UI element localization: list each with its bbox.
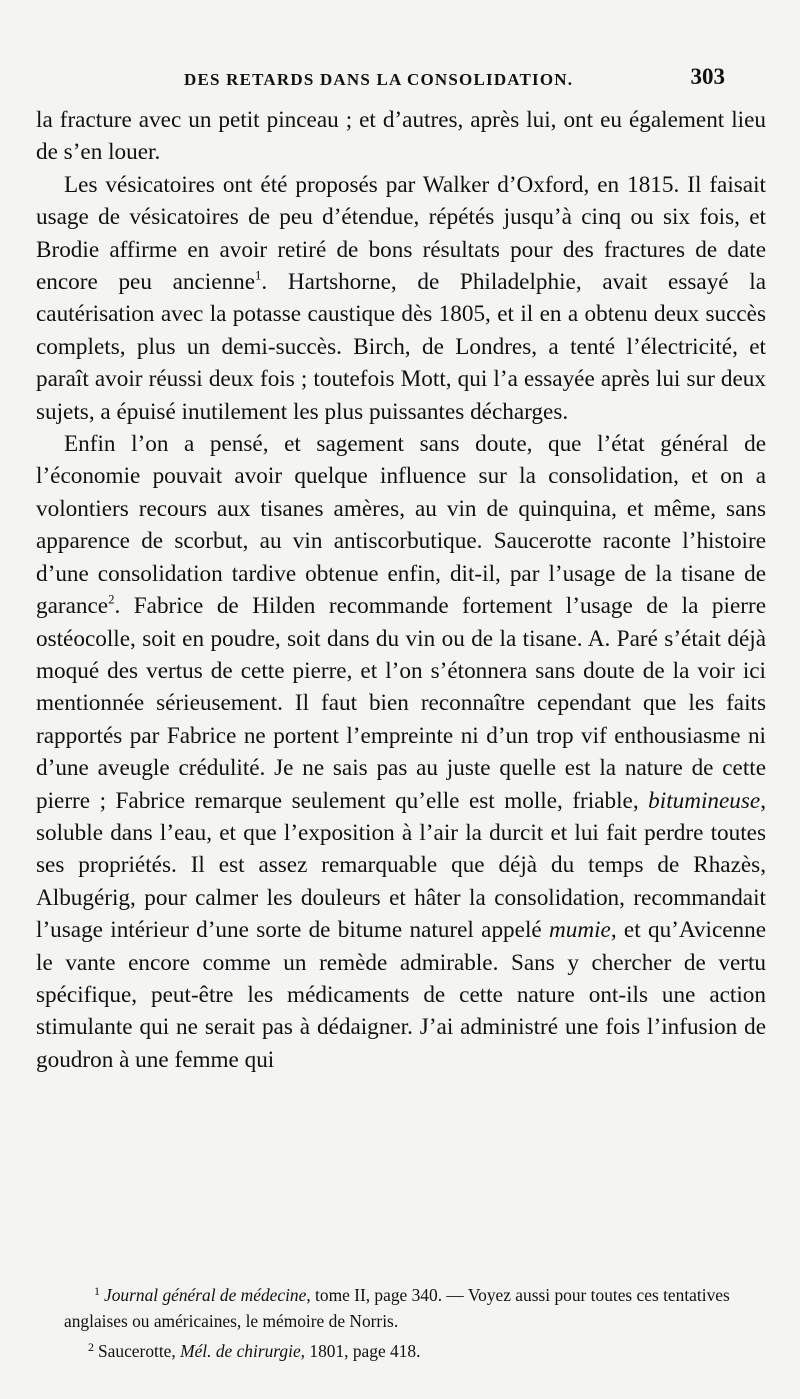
footnote-title: Mél. de chirurgie: [180, 1341, 301, 1361]
paragraph-continued: [36, 104, 766, 169]
paragraph-text: . Hartshorne, de Philadelphie, avait essayé la cautérisation avec la potasse caustique dès 1805, et il en a obtenu deux succès complets, plus un demi-succès. Birch, de Londres, a tenté l’électricité, et paraît avoir réussi deux fois ; toutefois Mott, qui l’a essayée après lui sur deux sujets, a épuisé inutilement les plus puissantes décharges.: [36, 269, 766, 425]
paragraph-vesicatoires: [36, 169, 766, 428]
paragraph-text: Les vésicatoires ont été proposés par Walker d’Oxford, en 1815. Il faisait usage de vésicatoires de peu d’étendue, répétés jusqu’à cinq ou six fois, et Brodie affirme en avoir retiré de bons résultats pour des fractures de date encore peu ancienne: [36, 171, 766, 296]
main-text: [36, 104, 766, 1076]
paragraph-text: Enfin l’on a pensé, et sagement sans doute, que l’état général de l’économie pouvait avoir quelque influence sur la consolidation, et on a volontiers recours aux tisanes amères, au vin de quinquina, et même, sans apparence de scorbut, au vin antiscorbutique. Saucerotte raconte l’histoire d’une consolidation tardive obtenue enfin, dit-il, par l’usage de la tisane de garance: [36, 431, 766, 620]
footnote-number: 1: [94, 1284, 100, 1298]
paragraph-text: la fracture avec un petit pinceau ; et d’autres, après lui, ont eu également lieu de s’en louer.: [36, 107, 766, 166]
running-head: [40, 62, 725, 98]
footnote-ref-2: 2: [108, 592, 115, 607]
footnote-author: Saucerotte,: [98, 1341, 181, 1361]
running-title: DES RETARDS DANS LA CONSOLIDATION.: [184, 70, 574, 89]
footnotes: [64, 1278, 766, 1364]
footnote-number: 2: [88, 1340, 94, 1354]
footnote-1: [38, 1278, 766, 1334]
italic-term-bitumineuse: bitumineuse: [648, 787, 761, 814]
paragraph-text: , et qu’Avicenne le vante encore comme un remède admirable. Sans y chercher de vertu spécifique, peut-être les médicaments de cette nature ont-ils une action stimulante qui ne serait pas à dédaigner. J’ai administré une fois l’infusion de goudron à une femme qui: [36, 917, 767, 1073]
footnote-text: , 1801, page 418.: [300, 1341, 421, 1361]
footnote-2: [64, 1334, 766, 1364]
paragraph-text: , soluble dans l’eau, et que l’exposition à l’air la durcit et lui fait perdre toutes ses propriétés. Il est assez remarquable que déjà du temps de Rhazès, Albugérig, pour calmer les douleurs et hâter la consolidation, recommandait l’usage intérieur d’une sorte de bitume naturel appelé: [36, 787, 767, 944]
footnote-title: Journal général de médecine: [104, 1285, 307, 1305]
footnote-ref-1: 1: [255, 268, 262, 283]
footnote-text: , tome II, page 340. — Voyez aussi pour toutes ces tentatives anglaises ou américaines, le mémoire de Norris.: [64, 1285, 730, 1331]
paragraph-economie: [36, 428, 766, 1076]
paragraph-text: . Fabrice de Hilden recommande fortement l’usage de la pierre ostéocolle, soit en poudre, soit dans du vin ou de la tisane. A. Paré s’était déjà moqué des vertus de cette pierre, et l’on s’étonnera sans doute de la voir ici mentionnée sérieusement. Il faut bien reconnaître cependant que les faits rapportés par Fabrice ne portent l’empreinte ni d’un trop vif enthousiasme ni d’une aveugle crédulité. Je ne sais pas au juste quelle est la nature de cette pierre ; Fabrice remarque seulement qu’elle est molle, friable,: [36, 593, 766, 814]
italic-term-mumie: mumie: [549, 917, 611, 944]
page-number: 303: [690, 64, 725, 89]
